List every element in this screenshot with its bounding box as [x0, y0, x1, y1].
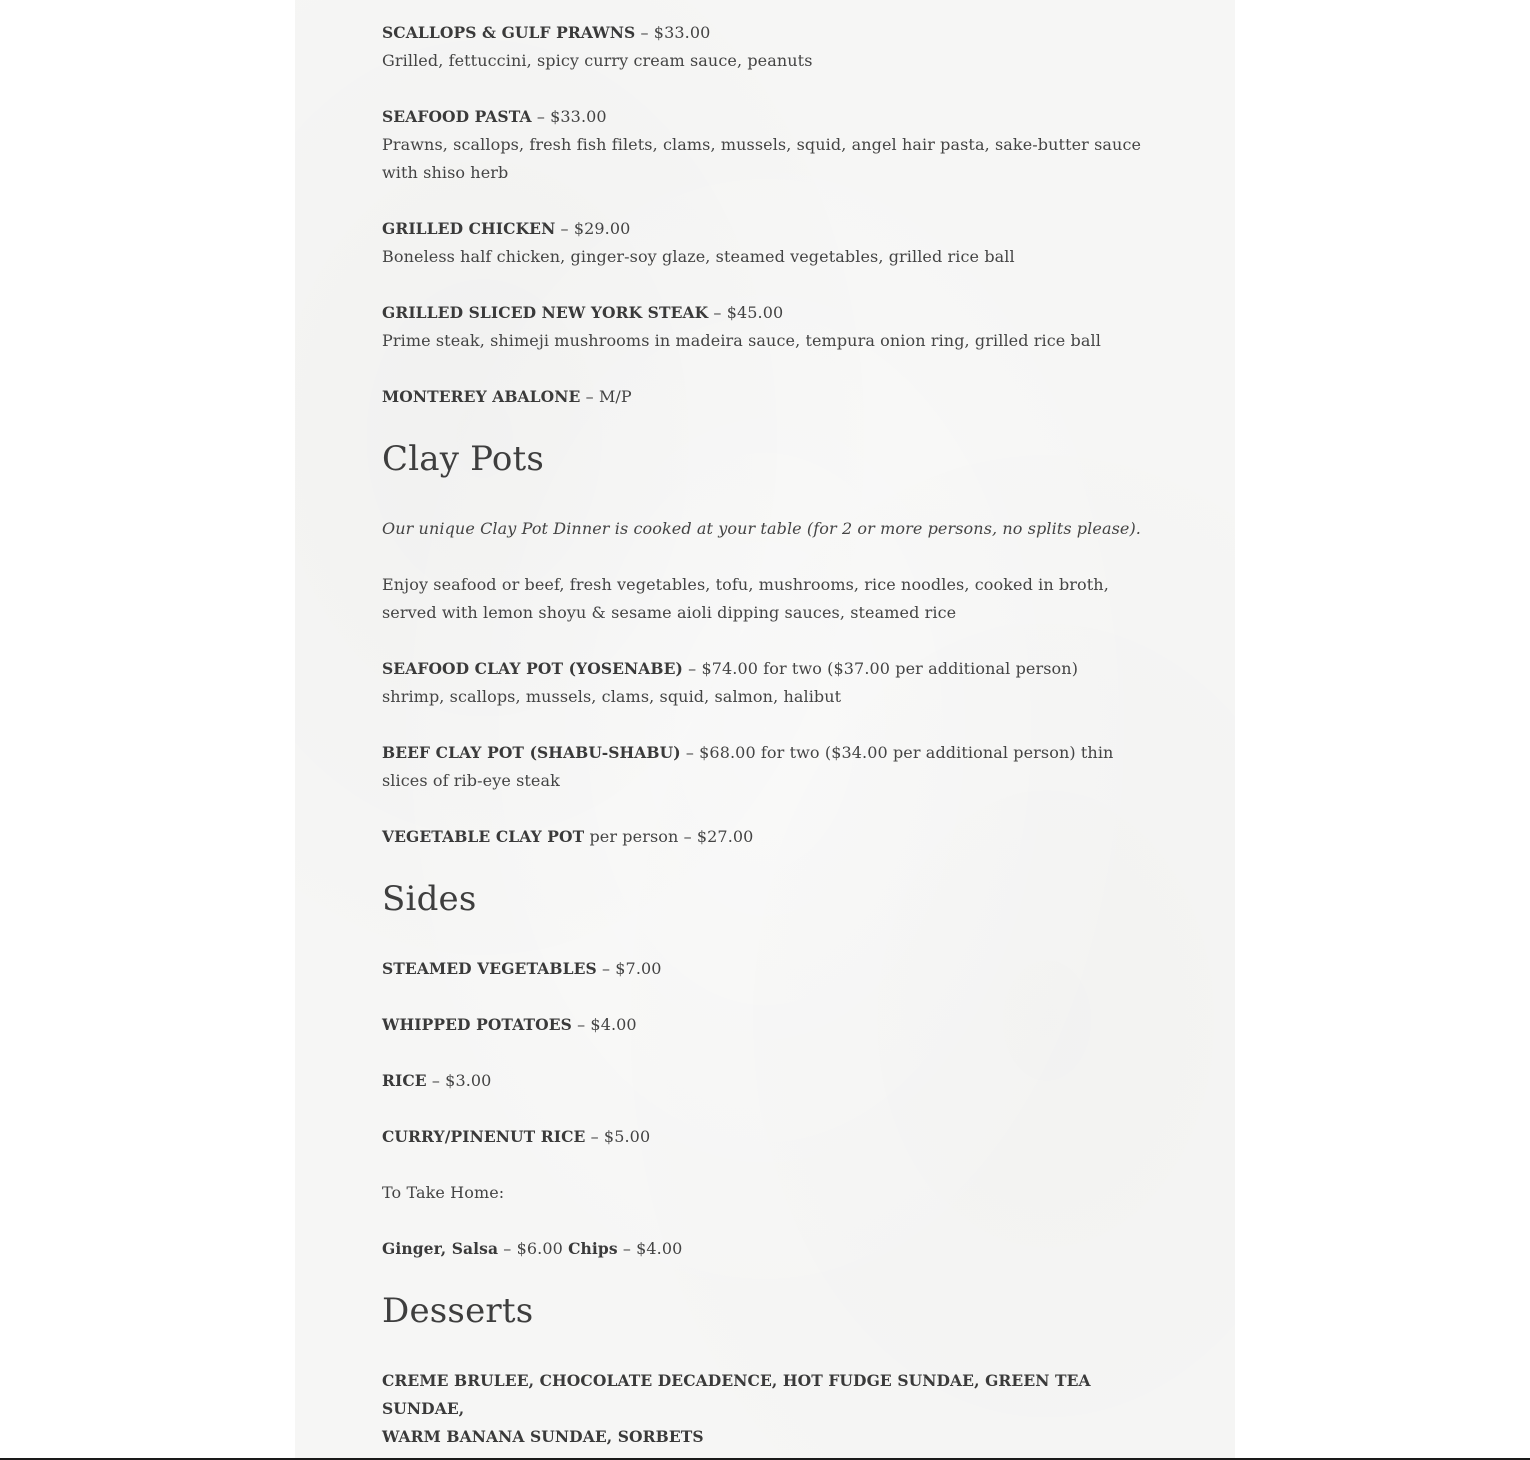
- menu-item-title: [382, 383, 1142, 411]
- menu-item-price: $33.00: [550, 107, 607, 126]
- menu-item-name: CURRY/PINENUT RICE: [382, 1127, 586, 1146]
- menu-item-name: GRILLED CHICKEN: [382, 219, 556, 238]
- desserts-line-2: WARM BANANA SUNDAE, SORBETS: [382, 1427, 704, 1446]
- menu-item-detail: – $6.00: [498, 1239, 569, 1258]
- clay-pots-intro-text: Our unique Clay Pot Dinner is cooked at your table (for 2 or more persons, no splits please).: [382, 519, 1141, 538]
- menu-item-description: Prawns, scallops, fresh fish filets, clams, mussels, squid, angel hair pasta, sake-butter sauce with shiso herb: [382, 135, 1142, 182]
- menu-item-description: Prime steak, shimeji mushrooms in madeira sauce, tempura onion ring, grilled rice ball: [382, 331, 1101, 350]
- separator: –: [580, 387, 599, 406]
- section-heading-desserts: Desserts: [382, 1291, 534, 1331]
- menu-page: [295, 0, 1235, 1458]
- menu-item: [382, 1011, 1142, 1039]
- menu-item-name: BEEF CLAY POT (SHABU-SHABU): [382, 743, 681, 762]
- separator: –: [708, 303, 727, 322]
- menu-item-price: M/P: [598, 387, 632, 406]
- menu-item-detail: – $68.00 for two ($34.00 per additional person) thin slices of rib-eye steak: [382, 743, 1114, 790]
- section-heading-clay-pots: Clay Pots: [382, 439, 545, 479]
- menu-item-title: [382, 103, 1142, 131]
- desserts-list: [382, 1367, 1142, 1451]
- menu-item: [382, 1123, 1142, 1151]
- menu-item-name: WHIPPED POTATOES: [382, 1015, 572, 1034]
- menu-item-title: [382, 299, 1142, 327]
- menu-item-name: RICE: [382, 1071, 427, 1090]
- desserts-line-1: CREME BRULEE, CHOCOLATE DECADENCE, HOT FUDGE SUNDAE, GREEN TEA SUNDAE,: [382, 1371, 1091, 1418]
- menu-item-detail: – $7.00: [596, 959, 662, 978]
- menu-item-name: MONTEREY ABALONE: [382, 387, 581, 406]
- menu-item-detail: – $4.00: [617, 1239, 683, 1258]
- menu-item-price: $45.00: [726, 303, 784, 322]
- menu-item-description: Boneless half chicken, ginger-soy glaze, steamed vegetables, grilled rice ball: [382, 247, 1015, 266]
- menu-item: [382, 1067, 1142, 1095]
- menu-item-title: [382, 19, 1142, 47]
- take-home-items: [382, 1235, 1142, 1263]
- menu-item-detail: – $5.00: [585, 1127, 651, 1146]
- menu-item-name: STEAMED VEGETABLES: [382, 959, 597, 978]
- menu-item-name: VEGETABLE CLAY POT: [382, 827, 585, 846]
- menu-item-description: Grilled, fettuccini, spicy curry cream sauce, peanuts: [382, 51, 813, 70]
- menu-item-detail: – $3.00: [426, 1071, 492, 1090]
- clay-pots-description: Enjoy seafood or beef, fresh vegetables, tofu, mushrooms, rice noodles, cooked in broth, served with lemon shoyu & sesame aioli dipping sauces, steamed rice: [382, 575, 1109, 622]
- menu-item-name: SCALLOPS & GULF PRAWNS: [382, 23, 636, 42]
- menu-item-name: SEAFOOD CLAY POT (YOSENABE): [382, 659, 683, 678]
- menu-item: [382, 739, 1142, 795]
- separator: –: [555, 219, 574, 238]
- menu-item-price: $33.00: [653, 23, 711, 42]
- menu-item-title: [382, 215, 1142, 243]
- separator: –: [531, 107, 551, 126]
- menu-item-name: GRILLED SLICED NEW YORK STEAK: [382, 303, 709, 322]
- menu-item-price: $29.00: [573, 219, 631, 238]
- menu-item-name: SEAFOOD PASTA: [382, 107, 532, 126]
- menu-item-name: Ginger, Salsa: [382, 1239, 499, 1258]
- menu-item-name: Chips: [568, 1239, 618, 1258]
- section-heading-sides: Sides: [382, 879, 477, 919]
- menu-item-detail: per person – $27.00: [584, 827, 754, 846]
- take-home-label: To Take Home:: [382, 1183, 505, 1202]
- menu-item-detail: – $74.00 for two ($37.00 per additional person) shrimp, scallops, mussels, clams, squid, salmon, halibut: [382, 659, 1079, 706]
- menu-item: [382, 823, 1142, 851]
- menu-item: [382, 955, 1142, 983]
- clay-pots-intro: [382, 515, 1142, 543]
- menu-item-detail: – $4.00: [571, 1015, 637, 1034]
- menu-content: [382, 19, 1142, 1451]
- menu-item: [382, 655, 1142, 711]
- separator: –: [635, 23, 654, 42]
